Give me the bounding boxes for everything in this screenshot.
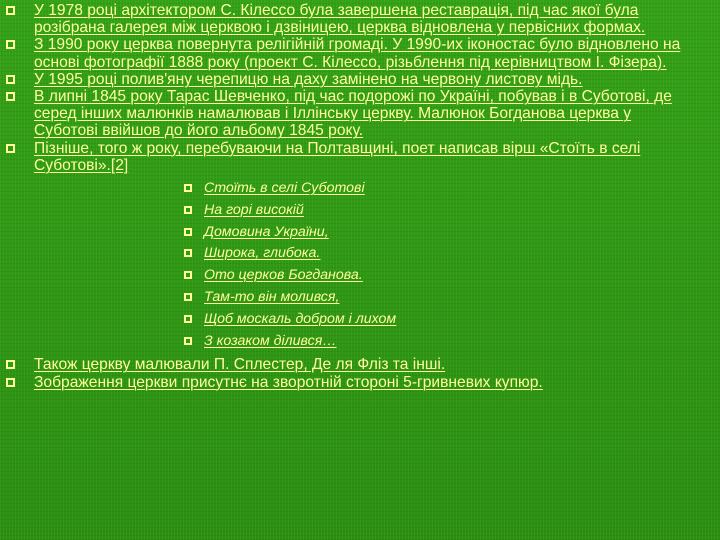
bullet-list [0, 2, 718, 391]
poem-line [34, 331, 690, 353]
poem-line-text: На горі високій [204, 201, 304, 218]
square-bullet-icon [184, 228, 192, 236]
poem-line-text: Домовина України, [204, 223, 329, 240]
list-item [0, 88, 718, 140]
square-bullet-icon [6, 40, 15, 49]
poem-line [34, 200, 690, 222]
item-text: Зображення церкви присутнє на зворотній стороні 5-гривневих купюр. [34, 373, 543, 391]
list-item [0, 374, 718, 391]
poem-line [34, 243, 690, 265]
poem-line-text: Щоб москаль добром і лихом [204, 310, 397, 327]
poem-line [34, 222, 690, 244]
poem-line-text: З козаком ділився… [204, 332, 337, 349]
item-text: В липні 1845 року Тарас Шевченко, під час подорожі по Україні, побував і в Суботові, де серед інших малюнків намалював і Іллінську церкву. Малюнок Богданова церква у Суботові ввійшов до його альбому 1845 року. [34, 88, 672, 140]
square-bullet-icon [6, 6, 15, 15]
item-text: З 1990 року церква повернута релігійній громаді. У 1990-их іконостас було відновлено на основі фотографії 1888 року (проект С. Кілессо, різьблення під керівництвом І. Фізера). [34, 36, 681, 71]
poem-list [34, 178, 690, 352]
item-text: Також церкву малювали П. Сплестер, Де ля Фліз та інші. [34, 356, 446, 374]
item-text: Пізніше, того ж року, перебуваючи на Полтавщині, поет написав вірш «Стоїть в селі Суботові».[2] [34, 139, 641, 174]
square-bullet-icon [184, 249, 192, 257]
square-bullet-icon [184, 293, 192, 301]
square-bullet-icon [6, 75, 15, 84]
poem-line [34, 287, 690, 309]
square-bullet-icon [184, 337, 192, 345]
square-bullet-icon [184, 271, 192, 279]
poem-line-text: Широка, глибока. [204, 245, 321, 262]
square-bullet-icon [6, 360, 15, 369]
list-item [0, 2, 718, 36]
list-item [0, 36, 718, 70]
item-text: У 1995 році полив'яну черепицю на даху замінено на червону листову мідь. [34, 70, 583, 88]
square-bullet-icon [184, 206, 192, 214]
square-bullet-icon [184, 184, 192, 192]
poem-line-text: Стоїть в селі Суботові [204, 180, 365, 197]
poem-line-text: Там-то він молився, [204, 289, 340, 306]
square-bullet-icon [6, 378, 15, 387]
poem-line [34, 265, 690, 287]
list-item [0, 140, 718, 353]
item-text: У 1978 році архітектором С. Кілессо була завершена реставрація, під час якої була розібрана галерея між церквою і дзвіницею, церква відновлена у первісних формах. [34, 2, 646, 37]
square-bullet-icon [184, 315, 192, 323]
poem-line-text: Ото церков Богданова. [204, 267, 363, 284]
square-bullet-icon [6, 144, 15, 153]
poem-line [34, 309, 690, 331]
list-item [0, 71, 718, 88]
square-bullet-icon [6, 92, 15, 101]
poem-line [34, 178, 690, 200]
list-item [0, 356, 718, 373]
